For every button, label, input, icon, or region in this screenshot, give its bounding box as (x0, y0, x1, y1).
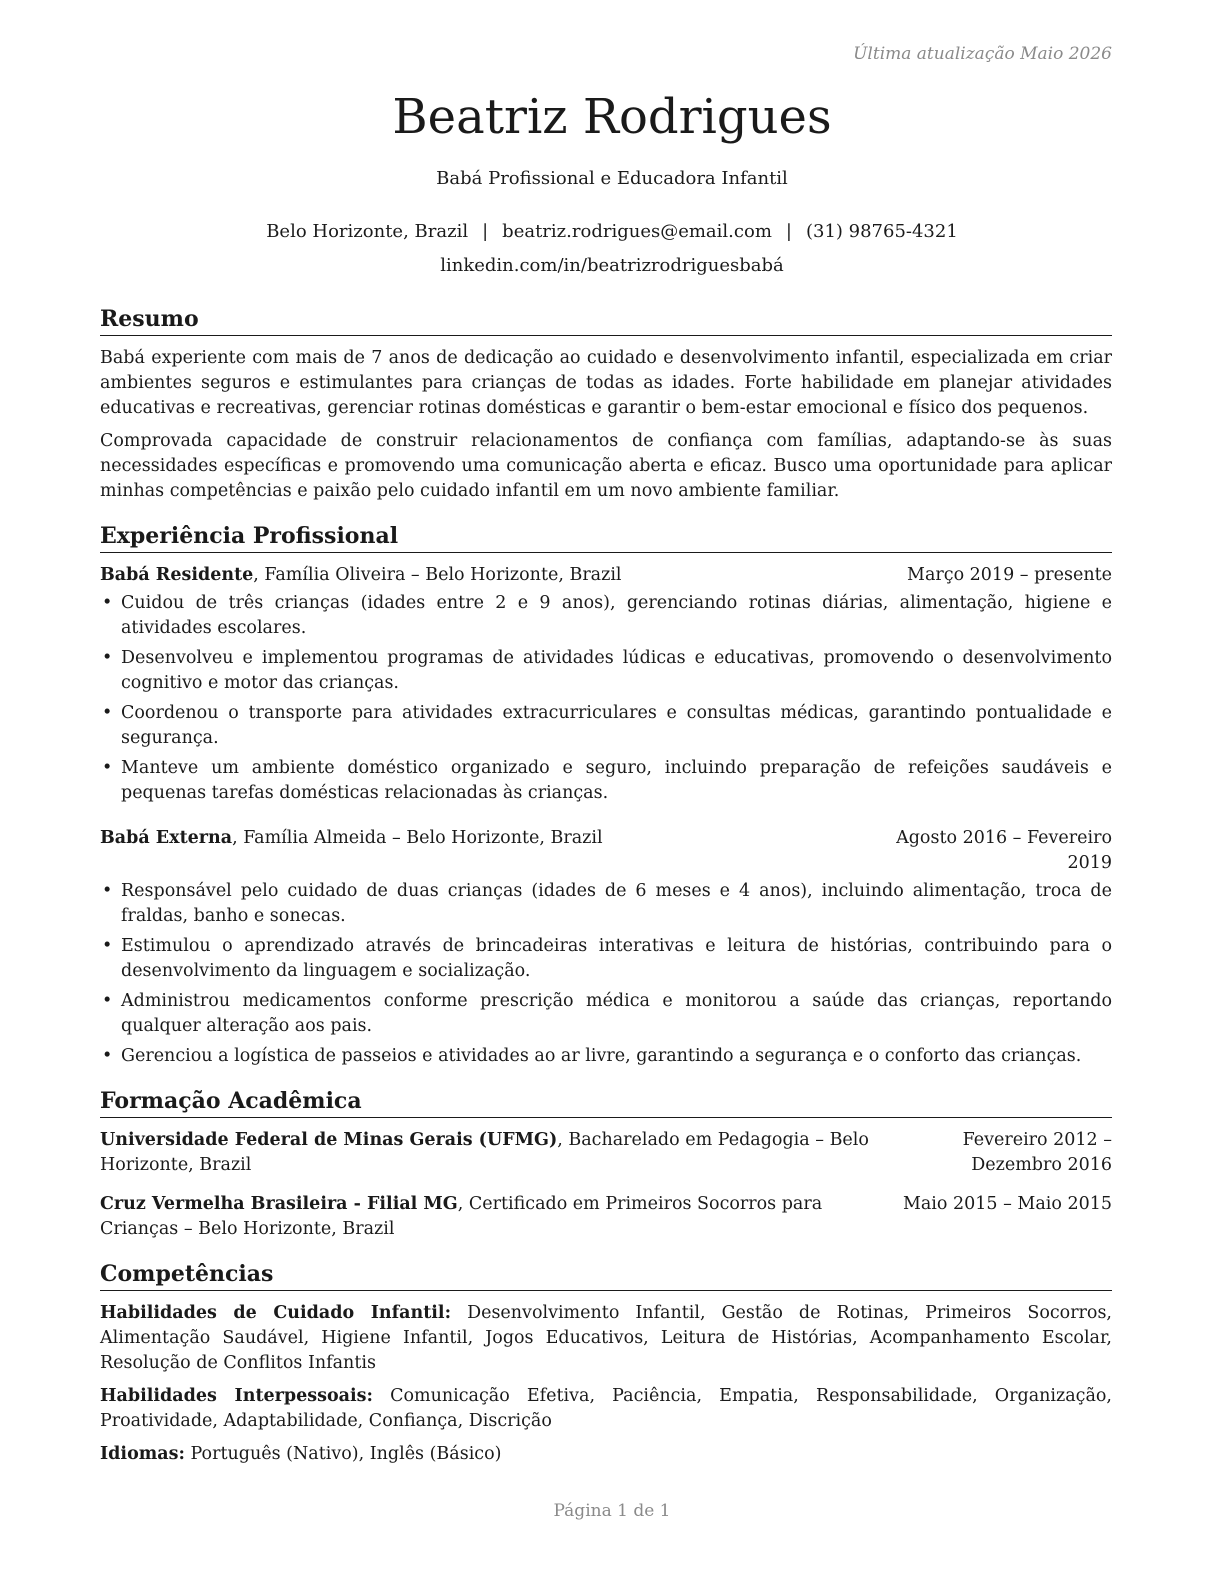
summary-section (100, 305, 1112, 504)
contact-line (0, 221, 1224, 242)
page-number: Página 1 de 1 (553, 1501, 671, 1521)
contact-linkedin[interactable]: linkedin.com/in/beatrizrodriguesbabá (440, 255, 784, 276)
skills-section (100, 1260, 1112, 1467)
job-employer: , Família Almeida – Belo Horizonte, Brazil (232, 828, 603, 848)
section-heading: Resumo (100, 305, 1112, 336)
education-entry (100, 1128, 1112, 1178)
education-dates: Maio 2015 – Maio 2015 (902, 1194, 1112, 1214)
list-item: • Responsável pelo cuidado de duas crianças (idades de 6 meses e 4 anos), incluindo alimentação, troca de fraldas, banho e sonecas. (100, 879, 1112, 929)
list-item: • Cuidou de três crianças (idades entre 2 e 9 anos), gerenciando rotinas diárias, alimentação, higiene e atividades escolares. (100, 591, 1112, 641)
summary-paragraph: Comprovada capacidade de construir relacionamentos de confiança com famílias, adaptando-se às suas necessidades específicas e promovendo uma comunicação aberta e eficaz. Busco uma oportunidade para aplicar minhas competências e paixão pelo cuidado infantil em um novo ambiente familiar. (100, 431, 1112, 501)
contact-email[interactable]: beatriz.rodrigues@email.com (502, 221, 772, 242)
list-item: • Gerenciou a logística de passeios e atividades ao ar livre, garantindo a segurança e o conforto das crianças. (100, 1044, 1112, 1069)
job-dates: Março 2019 – presente (907, 565, 1112, 585)
job-header (100, 826, 1112, 876)
job-bullets (100, 879, 1112, 1069)
last-updated: Última atualização Maio 2026 (853, 44, 1112, 64)
education-school: Cruz Vermelha Brasileira - Filial MG (100, 1194, 458, 1214)
section-heading: Competências (100, 1260, 1112, 1291)
skill-line (100, 1442, 1112, 1467)
contact-separator: | (785, 221, 792, 242)
skill-label: Habilidades de Cuidado Infantil: (100, 1303, 452, 1323)
list-item: • Estimulou o aprendizado através de brincadeiras interativas e leitura de histórias, contribuindo para o desenvolvimento da linguagem e socialização. (100, 934, 1112, 984)
resume-body (100, 305, 1112, 1485)
education-detail: , Bacharelado em Pedagogia – Belo Horizonte, Brazil (100, 1130, 869, 1175)
contact-location: Belo Horizonte, Brazil (266, 221, 469, 242)
job-role: Babá Residente (100, 565, 254, 585)
education-section (100, 1087, 1112, 1242)
job-employer: , Família Oliveira – Belo Horizonte, Brazil (253, 565, 622, 585)
skill-value: Desenvolvimento Infantil, Gestão de Rotinas, Primeiros Socorros, Alimentação Saudável, Higiene Infantil, Jogos Educativos, Leitura de Histórias, Acompanhamento Escolar, Resolução de Conflitos Infantis (100, 1303, 1112, 1373)
skill-value: Comunicação Efetiva, Paciência, Empatia, Responsabilidade, Organização, Proatividade, Adaptabilidade, Confiança, Discrição (100, 1386, 1112, 1431)
job-entry (100, 563, 1112, 806)
skill-line (100, 1301, 1112, 1376)
list-item: • Desenvolveu e implementou programas de atividades lúdicas e educativas, promovendo o desenvolvimento cognitivo e motor das crianças. (100, 646, 1112, 696)
candidate-name: Beatriz Rodrigues (392, 89, 832, 145)
skill-line (100, 1384, 1112, 1434)
section-heading: Experiência Profissional (100, 522, 1112, 553)
job-entry (100, 826, 1112, 1069)
education-entry (100, 1192, 1112, 1242)
contact-phone: (31) 98765-4321 (805, 221, 958, 242)
job-role: Babá Externa (100, 828, 233, 848)
job-header (100, 563, 1112, 588)
list-item: • Coordenou o transporte para atividades extracurriculares e consultas médicas, garantindo pontualidade e segurança. (100, 701, 1112, 751)
section-heading: Formação Acadêmica (100, 1087, 1112, 1118)
education-detail: , Certificado em Primeiros Socorros para Crianças – Belo Horizonte, Brazil (100, 1194, 823, 1239)
skill-label: Habilidades Interpessoais: (100, 1386, 373, 1406)
list-item: • Manteve um ambiente doméstico organizado e seguro, incluindo preparação de refeições saudáveis e pequenas tarefas domésticas relacionadas às crianças. (100, 756, 1112, 806)
job-dates: Agosto 2016 – Fevereiro 2019 (896, 828, 1112, 873)
candidate-tagline: Babá Profissional e Educadora Infantil (436, 168, 788, 189)
experience-section (100, 522, 1112, 1069)
education-dates: Fevereiro 2012 – Dezembro 2016 (962, 1130, 1112, 1175)
skill-value: Português (Nativo), Inglês (Básico) (184, 1444, 502, 1464)
education-school: Universidade Federal de Minas Gerais (UFMG) (100, 1130, 558, 1150)
list-item: • Administrou medicamentos conforme prescrição médica e monitorou a saúde das crianças, reportando qualquer alteração aos pais. (100, 989, 1112, 1039)
job-bullets (100, 591, 1112, 806)
contact-separator: | (482, 221, 489, 242)
summary-paragraph: Babá experiente com mais de 7 anos de dedicação ao cuidado e desenvolvimento infantil, especializada em criar ambientes seguros e estimulantes para crianças de todas as idades. Forte habilidade em planejar atividades educativas e recreativas, gerenciar rotinas domésticas e garantir o bem-estar emocional e físico dos pequenos. (100, 348, 1112, 418)
skill-label: Idiomas: (100, 1444, 185, 1464)
